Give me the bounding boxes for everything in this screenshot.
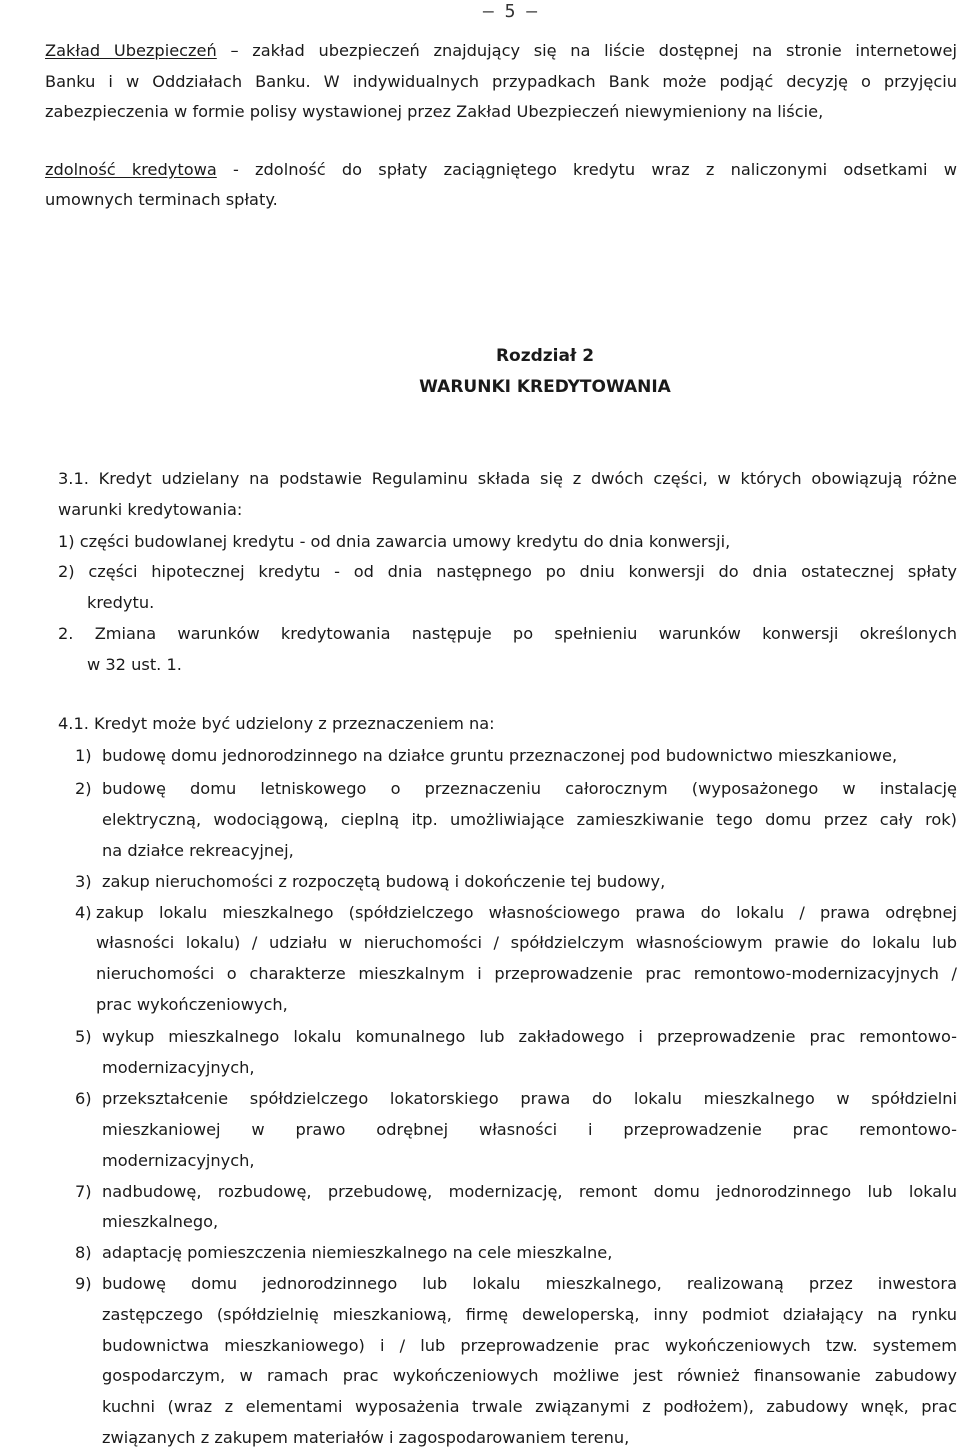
list-item: budowę domu jednorodzinnego lub lokalu mieszkalnego, realizowaną przez inwestora: [102, 1274, 957, 1293]
list-item-cont: elektryczną, wodociągową, cieplną itp. umożliwiające zamieszkiwanie tego domu przez cały rok): [102, 810, 957, 829]
page-number: – 5 –: [482, 1, 538, 22]
list-item-cont: gospodarczym, w ramach prac wykończeniowych możliwe jest również finansowanie zabudowy: [102, 1366, 957, 1385]
list-item-cont: kuchni (wraz z elementami wyposażenia trwale związanymi z podłożem), zabudowy wnęk, prac: [102, 1397, 957, 1416]
list-item: zakup nieruchomości z rozpoczętą budową i dokończenie tej budowy,: [102, 872, 666, 891]
chapter-title: [0, 345, 960, 367]
list-item-cont: zastępczego (spółdzielnię mieszkaniową, firmę deweloperską, inny podmiot działający na rynku: [102, 1305, 957, 1324]
list-item-cont: modernizacyjnych,: [102, 1151, 255, 1170]
list-item-cont: mieszkaniowej w prawo odrębnej własności i przeprowadzenie prac remontowo-: [102, 1120, 957, 1139]
definition-text: - zdolność do spłaty zaciągniętego kredytu wraz z naliczonymi odsetkami w: [232, 160, 957, 179]
section-3-item-2-cont: kredytu.: [87, 593, 155, 612]
list-item-number: 8): [75, 1243, 92, 1262]
list-item-number: 5): [75, 1027, 92, 1046]
list-item-number: 6): [75, 1089, 92, 1108]
section-4-intro: 4.1. Kredyt może być udzielony z przeznaczeniem na:: [58, 714, 495, 733]
section-3-2: 2. Zmiana warunków kredytowania następuje po spełnieniu warunków konwersji określonych: [58, 624, 957, 643]
list-item-number: 1): [75, 746, 92, 765]
chapter-subtitle: [0, 376, 960, 398]
section-3-2-cont: w 32 ust. 1.: [87, 655, 182, 674]
definition-term-insurer: Zakład Ubezpieczeń: [45, 41, 217, 60]
list-item-cont: nieruchomości o charakterze mieszkalnym i przeprowadzenie prac remontowo-modernizacyjnych /: [96, 964, 957, 983]
definition-text: zabezpieczenia w formie polisy wystawionej przez Zakład Ubezpieczeń niewymieniony na liście,: [45, 102, 824, 121]
list-item-cont: modernizacyjnych,: [102, 1058, 255, 1077]
definition-term-credit: zdolność kredytowa: [45, 160, 217, 179]
section-3-item-2: 2) części hipotecznej kredytu - od dnia następnego po dniu konwersji do dnia ostatecznej spłaty: [58, 562, 957, 581]
list-item: budowę domu letniskowego o przeznaczeniu całorocznym (wyposażonego w instalację: [102, 779, 957, 798]
chapter-subtitle-text: WARUNKI KREDYTOWANIA: [419, 377, 671, 397]
list-item: zakup lokalu mieszkalnego (spółdzielczego własnościowego prawa do lokalu / prawa odrębnej: [96, 903, 957, 922]
definition-insurer-line-3: [45, 102, 823, 122]
list-item-cont: związanych z zakupem materiałów i zagospodarowaniem terenu,: [102, 1428, 630, 1447]
list-item: przekształcenie spółdzielczego lokatorskiego prawa do lokalu mieszkalnego w spółdzielni: [102, 1089, 957, 1108]
definition-text: – zakład ubezpieczeń znajdujący się na liście dostępnej na stronie internetowej: [230, 41, 957, 60]
section-3-item-1: 1) części budowlanej kredytu - od dnia zawarcia umowy kredytu do dnia konwersji,: [58, 532, 731, 551]
list-item-number: 7): [75, 1182, 92, 1201]
list-item-number: 2): [75, 779, 92, 798]
definition-credit-line-2: umownych terminach spłaty.: [45, 190, 278, 209]
section-3-1-cont: warunki kredytowania:: [58, 500, 243, 519]
list-item-cont: prac wykończeniowych,: [96, 995, 288, 1014]
list-item: adaptację pomieszczenia niemieszkalnego na cele mieszkalne,: [102, 1243, 613, 1262]
list-item-cont: własności lokalu) / udziału w nieruchomości / spółdzielczym własnościowym prawie do lokalu lub: [96, 933, 957, 952]
list-item-number: 9): [75, 1274, 92, 1293]
list-item: nadbudowę, rozbudowę, przebudowę, modernizację, remont domu jednorodzinnego lub lokalu: [102, 1182, 957, 1201]
definition-insurer-line-2: Banku i w Oddziałach Banku. W indywidualnych przypadkach Bank może podjąć decyzję o przyjęciu: [45, 72, 957, 91]
list-item: wykup mieszkalnego lokalu komunalnego lub zakładowego i przeprowadzenie prac remontowo-: [102, 1027, 957, 1046]
list-item-cont: na działce rekreacyjnej,: [102, 841, 294, 860]
definition-insurer-line-1: [45, 41, 957, 61]
list-item-cont: budownictwa mieszkaniowego) i / lub przeprowadzenie prac wykończeniowych tzw. systemem: [102, 1336, 957, 1355]
list-item-cont: mieszkalnego,: [102, 1212, 219, 1231]
section-3-1: 3.1. Kredyt udzielany na podstawie Regulaminu składa się z dwóch części, w których obowiązują różne: [58, 469, 957, 488]
list-item-number: 4): [75, 903, 92, 922]
list-item-number: 3): [75, 872, 92, 891]
chapter-title-text: Rozdział 2: [495, 346, 595, 366]
list-item: budowę domu jednorodzinnego na działce gruntu przeznaczonej pod budownictwo mieszkaniowe,: [102, 746, 898, 765]
definition-credit-line-1: [45, 160, 957, 180]
